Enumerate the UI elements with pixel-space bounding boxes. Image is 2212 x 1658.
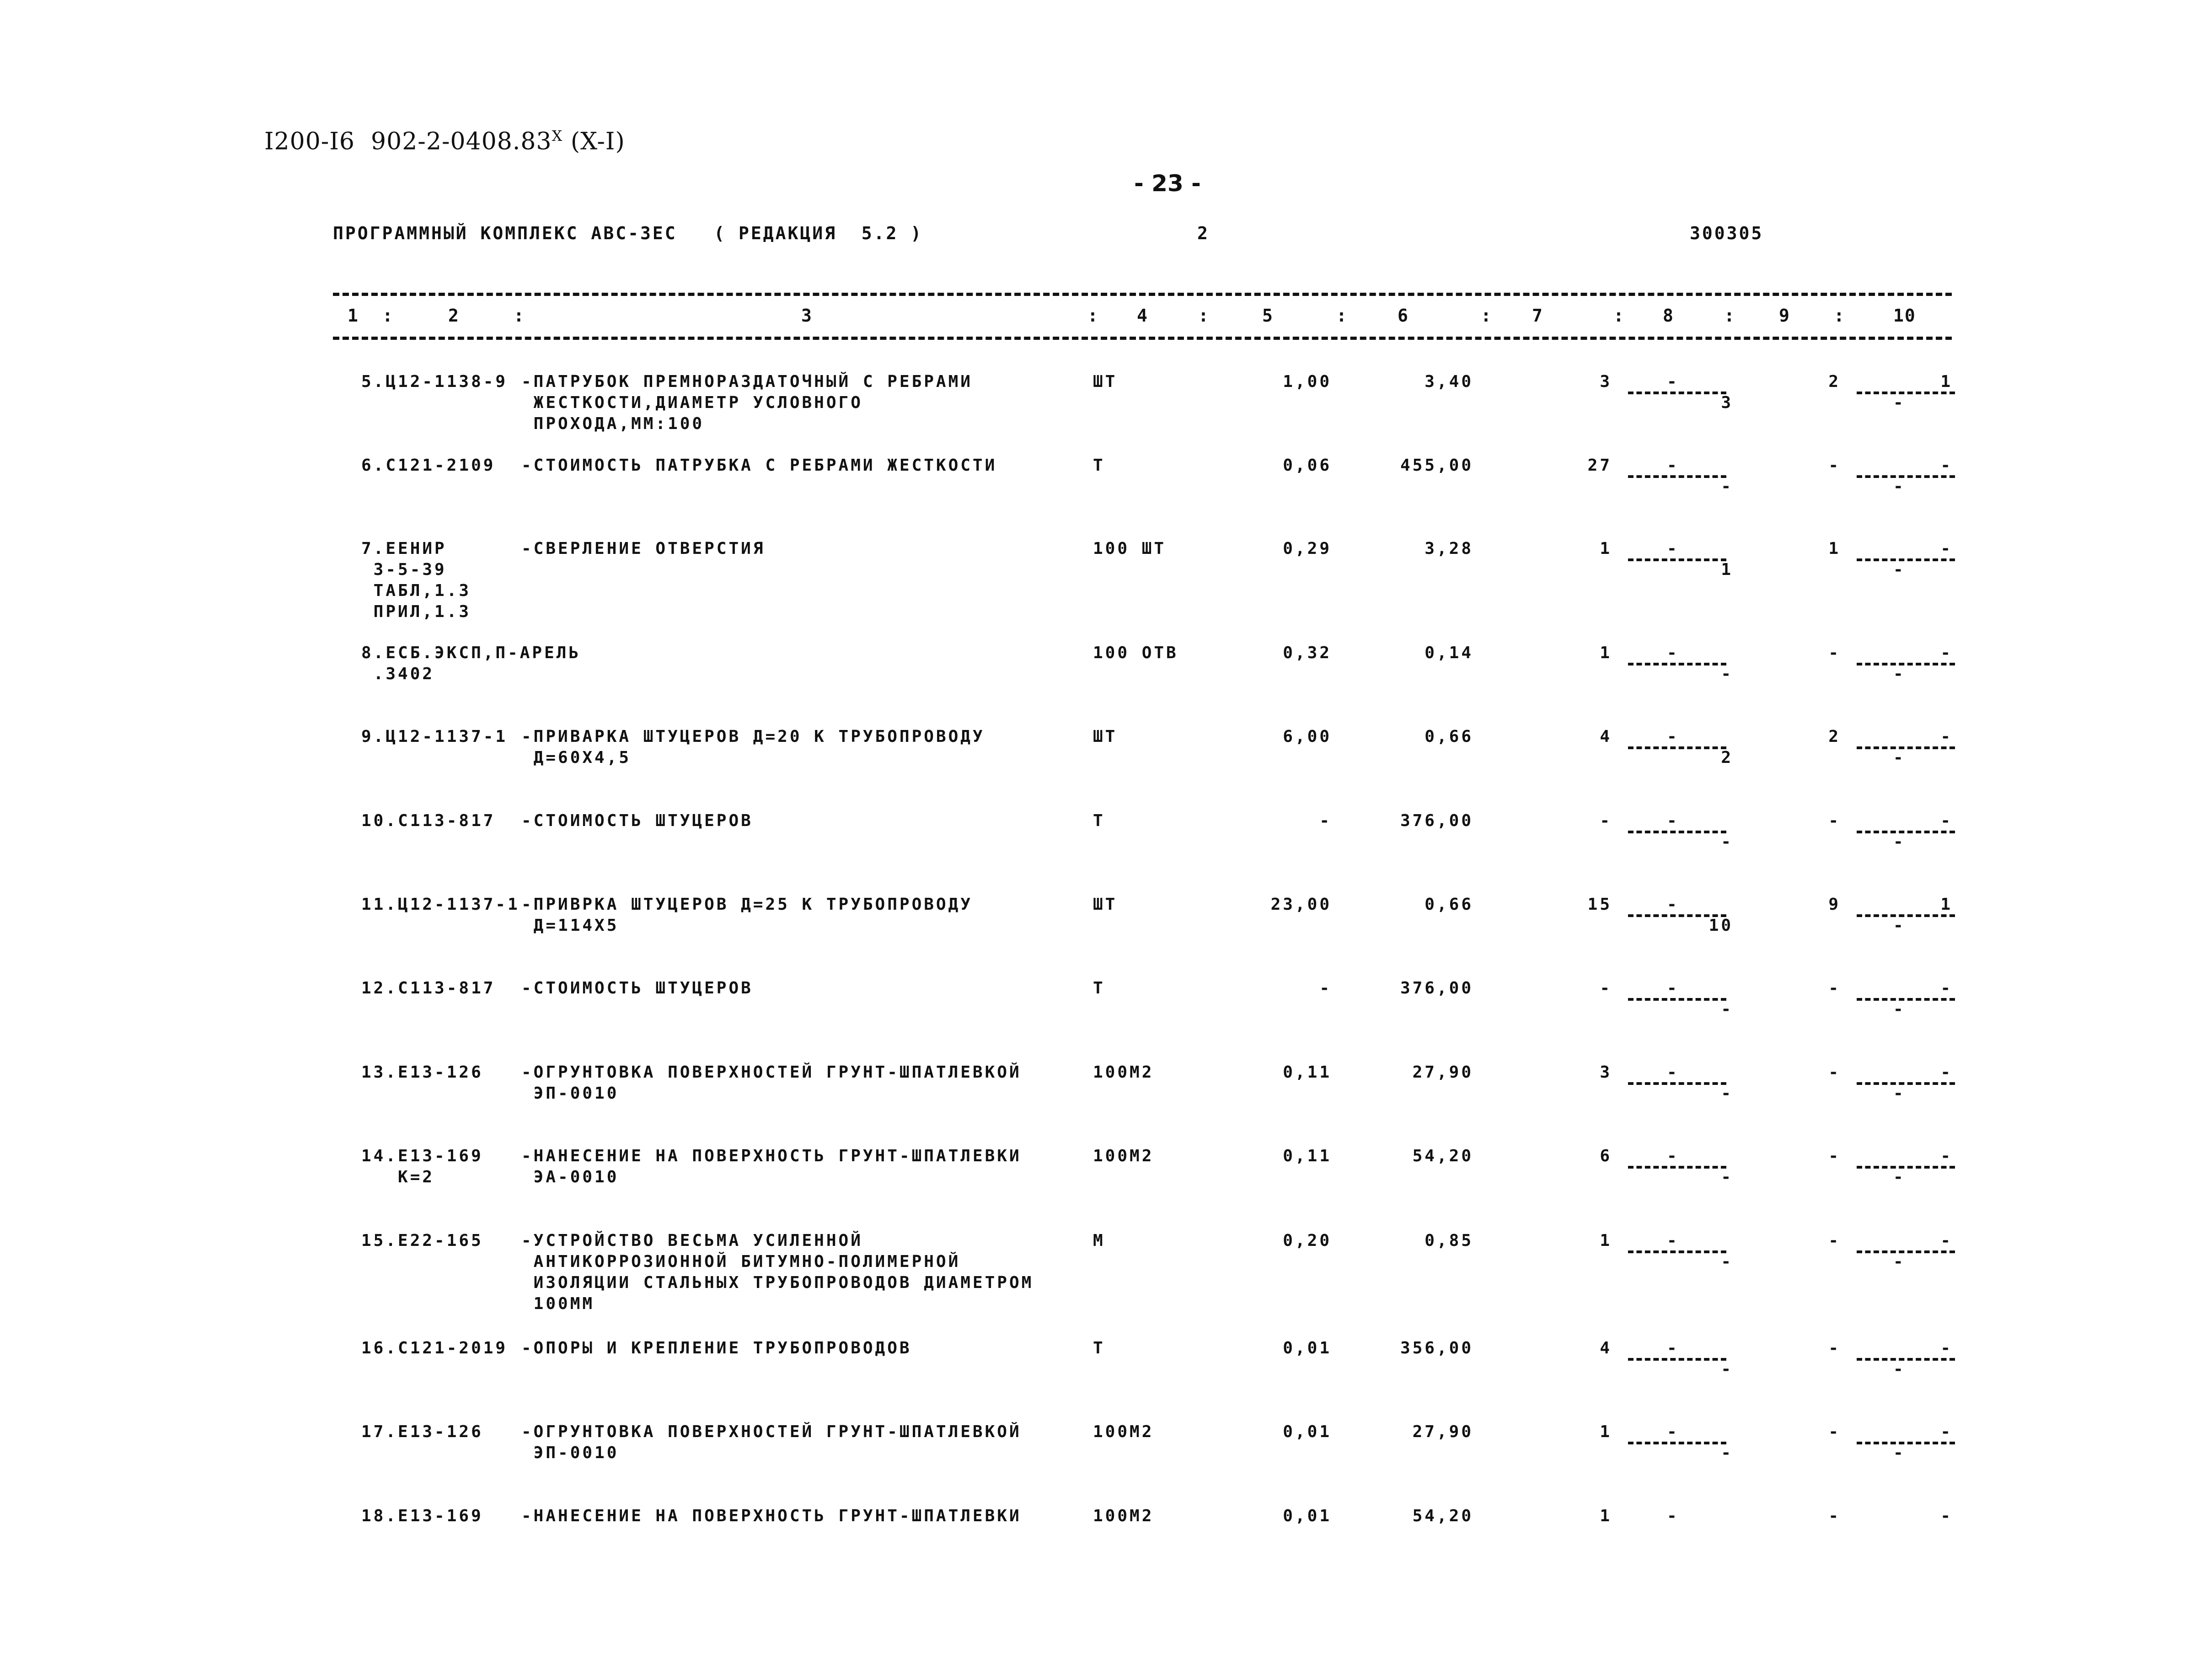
row-col8-bottom: -	[1721, 665, 1733, 683]
column-number: 6	[1398, 306, 1409, 326]
row-col7: -	[1600, 811, 1612, 830]
row-col10-bottom: -	[1893, 916, 1906, 935]
row-col7: 3	[1600, 1063, 1612, 1082]
fraction-rule	[1628, 1358, 1726, 1361]
row-col10-bottom: -	[1893, 560, 1906, 579]
row-quantity: 0,29	[1283, 539, 1332, 558]
row-col9: 1	[1828, 539, 1841, 558]
fraction-rule	[1857, 1250, 1955, 1253]
row-description: -ПАТРУБОК ПРЕМНОРАЗДАТОЧНЫЙ С РЕБРАМИ	[521, 372, 973, 391]
row-unit-price: 27,90	[1412, 1063, 1473, 1082]
row-unit-price: 0,85	[1425, 1231, 1473, 1250]
column-separator: :	[1834, 306, 1845, 326]
row-col7: 1	[1600, 1422, 1612, 1441]
row-col9: -	[1828, 1147, 1841, 1165]
column-number: 4	[1137, 306, 1148, 326]
row-col10-bottom: -	[1893, 1252, 1906, 1271]
row-unit-price: 3,28	[1425, 539, 1473, 558]
row-col10-top: -	[1940, 1063, 1953, 1082]
fraction-rule	[1857, 831, 1955, 833]
row-col9: -	[1828, 811, 1841, 830]
row-quantity: 6,00	[1283, 727, 1332, 746]
row-unit: Т	[1093, 456, 1105, 475]
row-col10-top: 1	[1940, 372, 1953, 391]
row-code: .3402	[361, 665, 435, 683]
row-col10-bottom: -	[1893, 832, 1906, 851]
fraction-rule	[1857, 914, 1955, 917]
fraction-rule	[1628, 475, 1726, 478]
row-code: 16.С121-2019	[361, 1339, 508, 1358]
stamp-prefix: I200-I6 902-2-0408.83	[264, 128, 552, 156]
column-number: 1	[348, 306, 359, 326]
column-number: 9	[1779, 306, 1790, 326]
row-col10-bottom: -	[1893, 1443, 1906, 1462]
row-col10-top: -	[1940, 727, 1953, 746]
fraction-rule	[1628, 1442, 1726, 1444]
row-description: -СВЕРЛЕНИЕ ОТВЕРСТИЯ	[521, 539, 766, 558]
row-unit: 100М2	[1093, 1063, 1154, 1082]
fraction-rule	[1857, 392, 1955, 394]
row-col8-top: -	[1667, 1147, 1679, 1165]
fraction-rule	[1628, 998, 1726, 1001]
row-col10-bottom: -	[1893, 665, 1906, 683]
row-unit: 100М2	[1093, 1507, 1154, 1525]
row-col9: -	[1828, 1063, 1841, 1082]
column-separator: :	[1724, 306, 1735, 326]
row-col10-top: -	[1940, 456, 1953, 475]
column-separator: :	[1198, 306, 1210, 326]
row-col7: 3	[1600, 372, 1612, 391]
row-unit-price: 0,66	[1425, 727, 1473, 746]
row-unit: 100М2	[1093, 1147, 1154, 1165]
row-quantity: 23,00	[1270, 895, 1332, 914]
column-separator: :	[1336, 306, 1348, 326]
row-unit: ШТ	[1093, 895, 1118, 914]
fraction-rule	[1857, 663, 1955, 665]
column-number: 10	[1893, 306, 1916, 326]
row-col10-bottom: -	[1893, 1000, 1906, 1019]
column-number: 3	[801, 306, 813, 326]
program-title: ПРОГРАММНЫЙ КОМПЛЕКС АВС-3ЕС ( РЕДАКЦИЯ 5.2 )	[333, 223, 923, 243]
row-col10-bottom: -	[1893, 748, 1906, 767]
row-col7: 4	[1600, 1339, 1612, 1358]
row-col10-top: -	[1940, 1231, 1953, 1250]
fraction-rule	[1857, 998, 1955, 1001]
row-unit: М	[1093, 1231, 1105, 1250]
row-code: 12.С113-817	[361, 979, 496, 998]
row-quantity: 0,01	[1283, 1339, 1332, 1358]
row-description: -НАНЕСЕНИЕ НА ПОВЕРХНОСТЬ ГРУНТ-ШПАТЛЕВКИ	[521, 1147, 1022, 1165]
row-col8-bottom: -	[1721, 1443, 1733, 1462]
row-col7: 1	[1600, 1507, 1612, 1525]
row-col8-top: -	[1667, 811, 1679, 830]
row-description: ЖЕСТКОСТИ,ДИАМЕТР УСЛОВНОГО	[521, 393, 863, 412]
row-code: 15.Е22-165	[361, 1231, 483, 1250]
fraction-rule	[1857, 1166, 1955, 1169]
row-description: -СТОИМОСТЬ ШТУЦЕРОВ	[521, 811, 753, 830]
row-col7: 1	[1600, 1231, 1612, 1250]
row-col10-top: -	[1940, 979, 1953, 998]
column-number: 2	[448, 306, 460, 326]
row-col8-bottom: -	[1721, 1360, 1733, 1379]
row-unit: ШТ	[1093, 727, 1118, 746]
row-col7: 4	[1600, 727, 1612, 746]
row-col8-bottom: -	[1721, 477, 1733, 496]
row-code: К=2	[361, 1168, 435, 1186]
row-description: 100ММ	[521, 1294, 595, 1313]
row-unit-price: 3,40	[1425, 372, 1473, 391]
row-col8-top: -	[1667, 644, 1679, 662]
row-code: 6.С121-2109	[361, 456, 496, 475]
row-quantity: -	[1319, 811, 1332, 830]
row-unit: Т	[1093, 811, 1105, 830]
row-col8-bottom: 2	[1721, 748, 1733, 767]
row-col10-bottom: -	[1893, 1168, 1906, 1186]
row-col8-bottom: -	[1721, 1168, 1733, 1186]
row-unit: Т	[1093, 1339, 1105, 1358]
row-col10-top: -	[1940, 539, 1953, 558]
row-description: -НАНЕСЕНИЕ НА ПОВЕРХНОСТЬ ГРУНТ-ШПАТЛЕВКИ	[521, 1507, 1022, 1525]
row-unit: ШТ	[1093, 372, 1118, 391]
row-description: -ОГРУНТОВКА ПОВЕРХНОСТЕЙ ГРУНТ-ШПАТЛЕВКОЙ	[521, 1063, 1022, 1082]
row-col8-top: -	[1667, 1507, 1679, 1525]
row-code: 11.Ц12-1137-1	[361, 895, 520, 914]
row-quantity: -	[1319, 979, 1332, 998]
row-description: -СТОИМОСТЬ ШТУЦЕРОВ	[521, 979, 753, 998]
row-col10-bottom: -	[1893, 1084, 1906, 1103]
row-code: ПРИЛ,1.3	[361, 602, 471, 621]
row-unit-price: 54,20	[1412, 1147, 1473, 1165]
row-col8-bottom: 3	[1721, 393, 1733, 412]
row-description: -ОПОРЫ И КРЕПЛЕНИЕ ТРУБОПРОВОДОВ	[521, 1339, 912, 1358]
fraction-rule	[1857, 1082, 1955, 1085]
row-col8-bottom: 1	[1721, 560, 1733, 579]
row-col8-top: -	[1667, 1063, 1679, 1082]
column-separator: :	[514, 306, 525, 326]
row-col8-bottom: -	[1721, 1084, 1733, 1103]
fraction-rule	[1857, 1358, 1955, 1361]
row-col10-top: -	[1940, 811, 1953, 830]
fraction-rule	[1628, 831, 1726, 833]
row-code: 18.Е13-169	[361, 1507, 483, 1525]
row-code: 14.Е13-169	[361, 1147, 483, 1165]
fraction-rule	[1857, 1442, 1955, 1444]
row-code: 9.Ц12-1137-1	[361, 727, 508, 746]
row-col10-bottom: -	[1893, 1360, 1906, 1379]
row-quantity: 0,01	[1283, 1422, 1332, 1441]
fraction-rule	[1857, 475, 1955, 478]
row-col7: 27	[1587, 456, 1612, 475]
fraction-rule	[1628, 746, 1726, 749]
row-col10-top: -	[1940, 1147, 1953, 1165]
row-col8-top: -	[1667, 1339, 1679, 1358]
document-stamp	[264, 127, 625, 155]
row-description: Д=114Х5	[521, 916, 619, 935]
row-col9: -	[1828, 1507, 1841, 1525]
row-col7: -	[1600, 979, 1612, 998]
row-unit-price: 376,00	[1400, 979, 1473, 998]
row-col9: -	[1828, 1422, 1841, 1441]
row-col8-bottom: -	[1721, 832, 1733, 851]
row-unit: 100 ШТ	[1093, 539, 1167, 558]
row-unit: 100 ОТВ	[1093, 644, 1178, 662]
row-description: АНТИКОРРОЗИОННОЙ БИТУМНО-ПОЛИМЕРНОЙ	[521, 1252, 961, 1271]
fraction-rule	[1628, 1250, 1726, 1253]
row-col8-top: -	[1667, 372, 1679, 391]
row-code: 17.Е13-126	[361, 1422, 483, 1441]
row-col7: 6	[1600, 1147, 1612, 1165]
row-col8-bottom: -	[1721, 1000, 1733, 1019]
column-separator: :	[382, 306, 394, 326]
row-unit-price: 27,90	[1412, 1422, 1473, 1441]
row-description: ЭП-0010	[521, 1443, 619, 1462]
row-col7: 1	[1600, 539, 1612, 558]
row-quantity: 1,00	[1283, 372, 1332, 391]
fraction-rule	[1628, 1166, 1726, 1169]
column-number: 7	[1532, 306, 1543, 326]
row-quantity: 0,01	[1283, 1507, 1332, 1525]
row-code: ТАБЛ,1.3	[361, 581, 471, 600]
row-quantity: 0,11	[1283, 1063, 1332, 1082]
row-col9: 2	[1828, 372, 1841, 391]
row-description: ПРОХОДА,ММ:100	[521, 414, 705, 433]
row-col8-top: -	[1667, 979, 1679, 998]
row-col10-top: 1	[1940, 895, 1953, 914]
sheet-number: 2	[1197, 223, 1210, 243]
row-code: 3-5-39	[361, 560, 447, 579]
row-col10-bottom: -	[1893, 393, 1906, 412]
column-separator: :	[1613, 306, 1625, 326]
row-unit-price: 455,00	[1400, 456, 1473, 475]
fraction-rule	[1628, 392, 1726, 394]
row-col9: -	[1828, 644, 1841, 662]
row-description: -УСТРОЙСТВО ВЕСЬМА УСИЛЕННОЙ	[521, 1231, 863, 1250]
row-col8-top: -	[1667, 1422, 1679, 1441]
stamp-superscript: X	[552, 127, 563, 145]
row-description: -ОГРУНТОВКА ПОВЕРХНОСТЕЙ ГРУНТ-ШПАТЛЕВКОЙ	[521, 1422, 1022, 1441]
row-col9: -	[1828, 979, 1841, 998]
row-col10-top: -	[1940, 1507, 1953, 1525]
row-description: ИЗОЛЯЦИИ СТАЛЬНЫХ ТРУБОПРОВОДОВ ДИАМЕТРОМ	[521, 1273, 1034, 1292]
row-col9: -	[1828, 1231, 1841, 1250]
stamp-suffix: (X-I)	[562, 128, 625, 156]
page-number: - 23 -	[1134, 170, 1201, 197]
row-col8-top: -	[1667, 895, 1679, 914]
row-col10-top: -	[1940, 1339, 1953, 1358]
row-quantity: 0,32	[1283, 644, 1332, 662]
row-unit-price: 356,00	[1400, 1339, 1473, 1358]
row-col8-bottom: 10	[1709, 916, 1733, 935]
column-separator: :	[1087, 306, 1099, 326]
row-description: ЭП-0010	[521, 1084, 619, 1103]
row-col10-top: -	[1940, 1422, 1953, 1441]
row-unit-price: 54,20	[1412, 1507, 1473, 1525]
row-description: Д=60Х4,5	[521, 748, 632, 767]
row-quantity: 0,06	[1283, 456, 1332, 475]
document-code: 300305	[1690, 223, 1764, 243]
table-top-rule	[333, 293, 1952, 296]
row-description: -СТОИМОСТЬ ПАТРУБКА С РЕБРАМИ ЖЕСТКОСТИ	[521, 456, 997, 475]
row-quantity: 0,11	[1283, 1147, 1332, 1165]
row-unit-price: 0,14	[1425, 644, 1473, 662]
row-col10-top: -	[1940, 644, 1953, 662]
column-number: 8	[1663, 306, 1674, 326]
row-col7: 15	[1587, 895, 1612, 914]
row-col8-top: -	[1667, 727, 1679, 746]
row-col8-bottom: -	[1721, 1252, 1733, 1271]
row-unit-price: 376,00	[1400, 811, 1473, 830]
row-description: -ПРИВАРКА ШТУЦЕРОВ Д=20 К ТРУБОПРОВОДУ	[521, 727, 985, 746]
row-unit: 100М2	[1093, 1422, 1154, 1441]
row-col9: -	[1828, 456, 1841, 475]
fraction-rule	[1857, 746, 1955, 749]
column-number: 5	[1262, 306, 1274, 326]
row-code: 5.Ц12-1138-9	[361, 372, 508, 391]
fraction-rule	[1628, 1082, 1726, 1085]
column-separator: :	[1481, 306, 1492, 326]
row-description: ЭА-0010	[521, 1168, 619, 1186]
row-description: -ПРИВРКА ШТУЦЕРОВ Д=25 К ТРУБОПРОВОДУ	[521, 895, 973, 914]
fraction-rule	[1628, 663, 1726, 665]
row-col9: 9	[1828, 895, 1841, 914]
table-header-rule	[333, 337, 1952, 340]
row-col8-top: -	[1667, 539, 1679, 558]
fraction-rule	[1857, 558, 1955, 561]
row-code: 7.ЕЕНИР	[361, 539, 447, 558]
row-col9: 2	[1828, 727, 1841, 746]
row-quantity: 0,20	[1283, 1231, 1332, 1250]
row-code: 8.ЕСБ.ЭКСП,П-АРЕЛЬ	[361, 644, 581, 662]
row-col8-top: -	[1667, 456, 1679, 475]
fraction-rule	[1628, 558, 1726, 561]
row-col10-bottom: -	[1893, 477, 1906, 496]
row-col9: -	[1828, 1339, 1841, 1358]
row-unit-price: 0,66	[1425, 895, 1473, 914]
row-code: 10.С113-817	[361, 811, 496, 830]
row-unit: Т	[1093, 979, 1105, 998]
row-col7: 1	[1600, 644, 1612, 662]
row-code: 13.Е13-126	[361, 1063, 483, 1082]
row-col8-top: -	[1667, 1231, 1679, 1250]
